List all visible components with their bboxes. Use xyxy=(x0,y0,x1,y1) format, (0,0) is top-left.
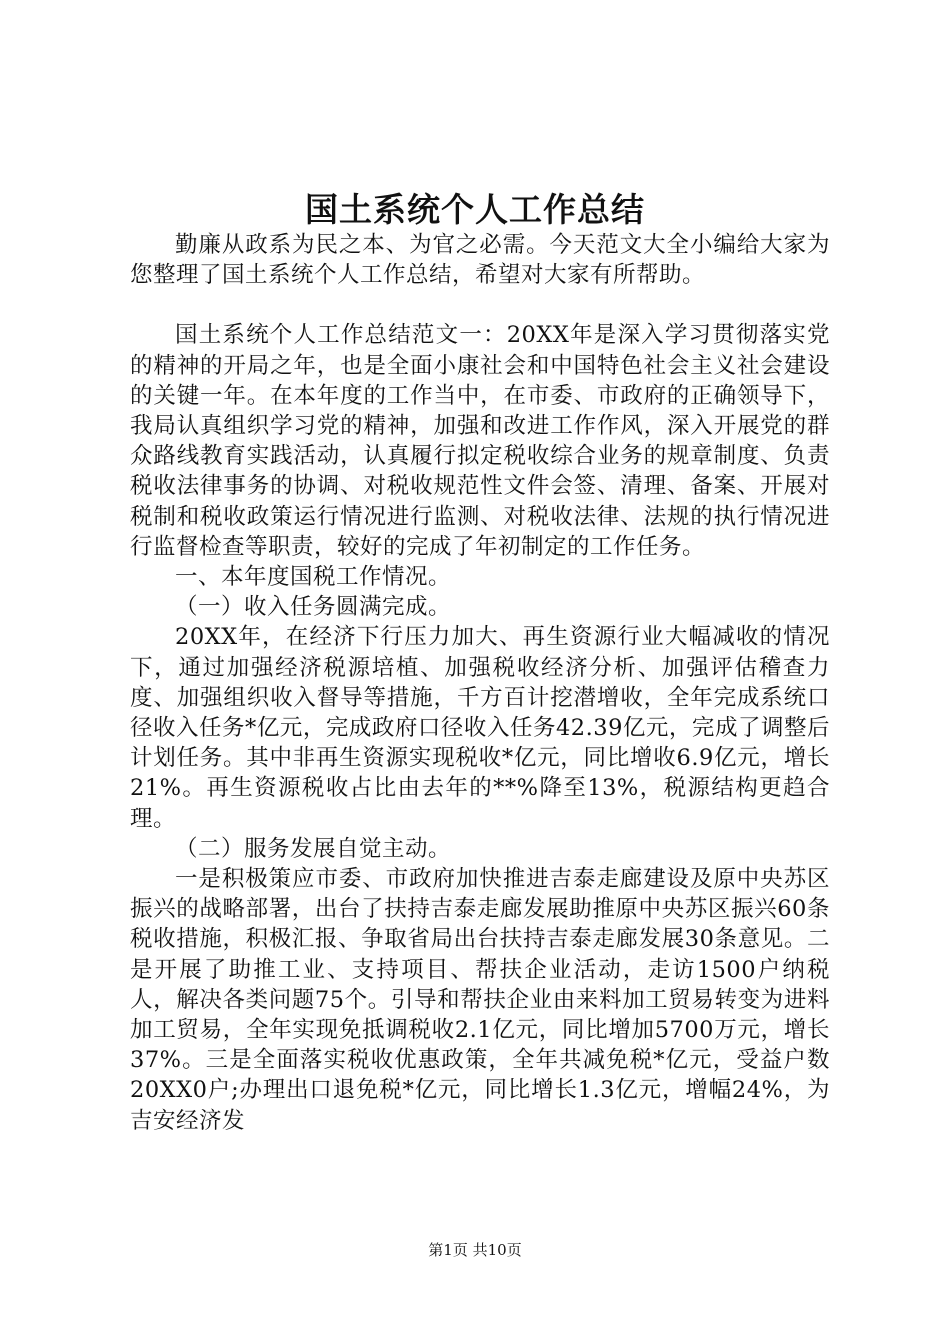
subsection-heading: （一）收入任务圆满完成。 xyxy=(175,594,452,621)
intro-paragraph: 勤廉从政系为民之本、为官之必需。今天范文大全小编给大家为您整理了国土系统个人工作总结，希望对大家有所帮助。 xyxy=(130,232,830,289)
body-paragraph: 一是积极策应市委、市政府加快推进吉泰走廊建设及原中央苏区振兴的战略部署，出台了扶持吉泰走廊发展助推原中央苏区振兴60条税收措施，积极汇报、争取省局出台扶持吉泰走廊发展30条意见。二是开展了助推工业、支持项目、帮扶企业活动，走访1500户纳税人，解决各类问题75个。引导和帮扶企业由来料加工贸易转变为进料加工贸易，全年实现免抵调税收2.1亿元，同比增加5700万元，增长37%。三是全面落实税收优惠政策，全年共减免税*亿元，受益户数20XX0户;办理出口退免税*亿元，同比增长1.3亿元，增幅24%，为吉安经济发 xyxy=(130,866,830,1134)
subsection-heading: （二）服务发展自觉主动。 xyxy=(175,835,452,862)
document-title: 国土系统个人工作总结 xyxy=(305,190,645,229)
body-paragraph: 国土系统个人工作总结范文一：20XX年是深入学习贯彻落实党的精神的开局之年，也是全面小康社会和中国特色社会主义社会建设的关键一年。在本年度的工作当中，在市委、市政府的正确领导下，我局认真组织学习党的精神，加强和改进工作作风，深入开展党的群众路线教育实践活动，认真履行拟定税收综合业务的规章制度、负责税收法律事务的协调、对税收规范性文件会签、清理、备案、开展对税制和税收政策运行情况进行监测、对税收法律、法规的执行情况进行监督检查等职责，较好的完成了年初制定的工作任务。 xyxy=(130,322,830,560)
document-body xyxy=(130,230,830,1136)
section-heading: 一、本年度国税工作情况。 xyxy=(175,564,452,591)
body-paragraph: 20XX年，在经济下行压力加大、再生资源行业大幅减收的情况下，通过加强经济税源培植、加强税收经济分析、加强评估稽查力度、加强组织收入督导等措施，千方百计挖潜增收，全年完成系统口径收入任务*亿元，完成政府口径收入任务42.39亿元，完成了调整后计划任务。其中非再生资源实现税收*亿元，同比增收6.9亿元，增长21%。再生资源税收占比由去年的**%降至13%，税源结构更趋合理。 xyxy=(130,624,830,832)
page-footer: 第1页 共10页 xyxy=(428,1241,522,1259)
